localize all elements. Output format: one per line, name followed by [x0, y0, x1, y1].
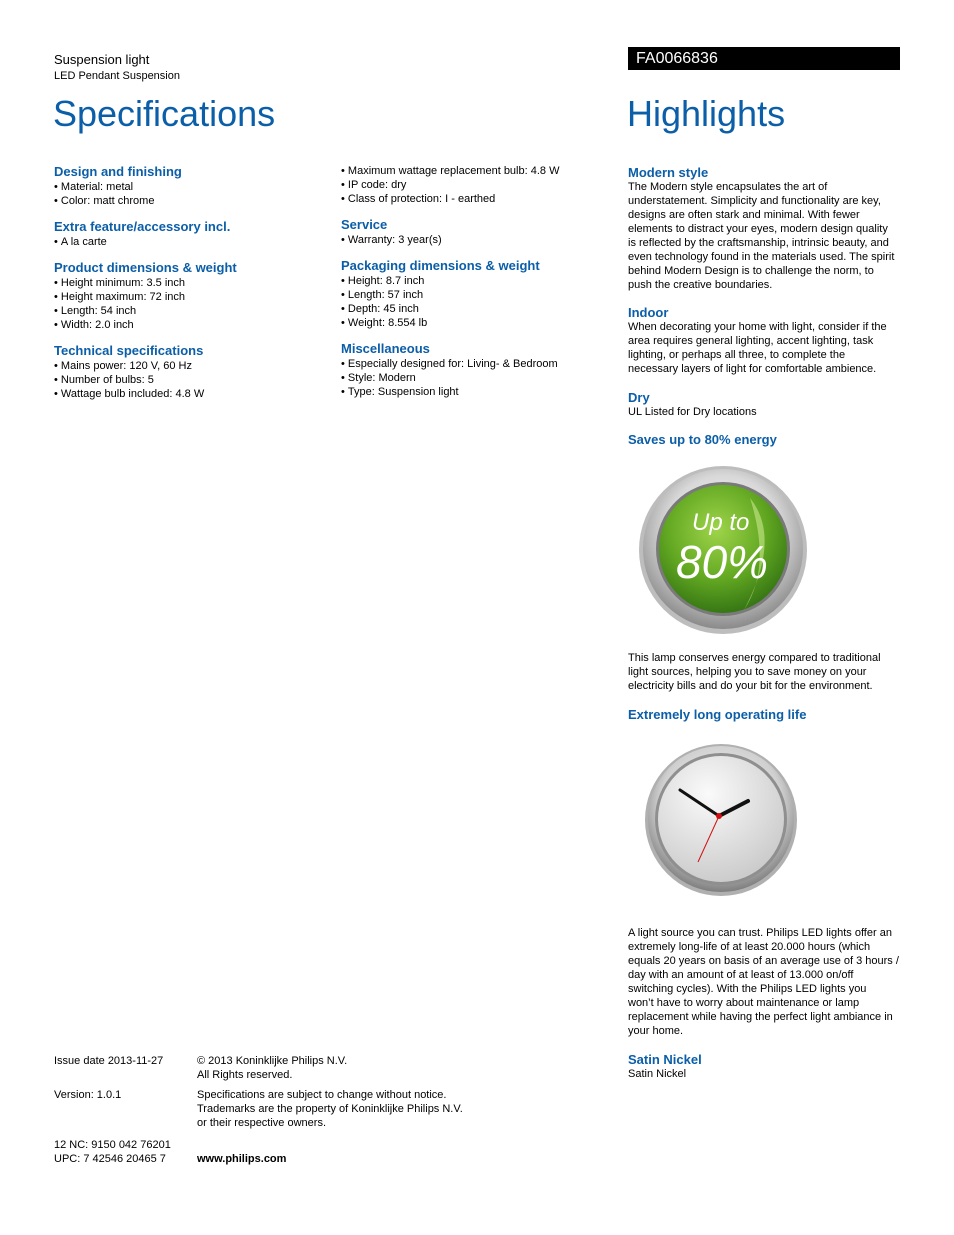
spec-item: • Especially designed for: Living- & Bedroom: [341, 357, 611, 371]
highlight-line: electricity bills and do your bit for the environment.: [628, 680, 873, 692]
spec-item: • Wattage bulb included: 4.8 W: [54, 387, 324, 401]
spec-group-technical-continued: [341, 164, 611, 206]
spec-item: • Length: 57 inch: [341, 288, 611, 302]
footer-website-link[interactable]: www.philips.com: [197, 1153, 287, 1165]
spec-group-extra: [54, 219, 324, 249]
spec-group-design: [54, 164, 324, 208]
spec-item: • Type: Suspension light: [341, 385, 611, 399]
highlight-line: day with an amount of at least of 13.000 on/off: [628, 969, 854, 981]
footer-notice-line: Specifications are subject to change without notice.: [197, 1089, 447, 1101]
header-subcategory: LED Pendant Suspension: [54, 70, 180, 82]
footer-nc: 12 NC: 9150 042 76201: [54, 1139, 171, 1151]
spec-item: • Color: matt chrome: [54, 194, 324, 208]
highlight-line: area requires general lighting, accent lighting, task: [628, 335, 874, 347]
spec-heading: Miscellaneous: [341, 341, 430, 356]
highlight-modern-style: [628, 165, 903, 292]
badge-up-to-text: Up to: [692, 509, 750, 536]
highlight-heading: Satin Nickel: [628, 1052, 702, 1067]
spec-group-packaging: [341, 258, 611, 330]
highlight-line: is reflected by the craftsmanship, intrinsic beauty, and: [628, 237, 889, 249]
spec-item: • A la carte: [54, 235, 324, 249]
spec-item: • Length: 54 inch: [54, 304, 324, 318]
clock-image: [640, 738, 802, 900]
footer-version: Version: 1.0.1: [54, 1089, 122, 1101]
highlight-line: The Modern style encapsulates the art of: [628, 181, 828, 193]
footer-notice-line: Trademarks are the property of Koninklijke Philips N.V.: [197, 1103, 463, 1115]
energy-badge-image: [632, 458, 814, 640]
spec-item: • Maximum wattage replacement bulb: 4.8 W: [341, 164, 611, 178]
highlight-dry: [628, 390, 903, 419]
spec-item: • Material: metal: [54, 180, 324, 194]
highlight-line: your home.: [628, 1025, 684, 1037]
header-category: Suspension light: [54, 52, 150, 67]
spec-item: • Height minimum: 3.5 inch: [54, 276, 324, 290]
highlight-line: even technology found in the materials used. The spirit: [628, 251, 895, 263]
spec-item: • Weight: 8.554 lb: [341, 316, 611, 330]
highlight-line: designs are often stark and minimal. With fewer: [628, 209, 860, 221]
highlights-title: Highlights: [627, 93, 786, 134]
spec-item: • Style: Modern: [341, 371, 611, 385]
footer-copyright-line: © 2013 Koninklijke Philips N.V.: [197, 1055, 348, 1067]
highlight-line: necessary layers of light for comfortable ambience.: [628, 363, 877, 375]
highlight-line: light sources, helping you to save money on your: [628, 666, 867, 678]
footer-issue-date: Issue date 2013-11-27: [54, 1055, 164, 1067]
highlight-line: UL Listed for Dry locations: [628, 406, 757, 418]
highlight-energy-text: [628, 651, 903, 693]
spec-item: • Number of bulbs: 5: [54, 373, 324, 387]
spec-heading: Technical specifications: [54, 343, 204, 358]
spec-group-miscellaneous: [341, 341, 611, 399]
highlight-line: equals 20 years on basis of an average use of 3 hours /: [628, 955, 899, 967]
highlight-line: A light source you can trust. Philips LED lights offer an: [628, 927, 892, 939]
spec-item: • Height maximum: 72 inch: [54, 290, 324, 304]
highlight-line: elements to distract your eyes, modern design quality: [628, 223, 888, 235]
footer-notice-line: or their respective owners.: [197, 1117, 326, 1129]
highlight-heading: Modern style: [628, 165, 709, 180]
highlight-satin-nickel: [628, 1052, 903, 1081]
highlight-line: switching cycles). With the Philips LED lights you: [628, 983, 867, 995]
spec-item: • Width: 2.0 inch: [54, 318, 324, 332]
footer-copyright-line: All Rights reserved.: [197, 1069, 293, 1081]
spec-group-product-dimensions: [54, 260, 324, 332]
spec-heading: Design and finishing: [54, 164, 182, 179]
highlight-heading: Indoor: [628, 305, 669, 320]
spec-item: • Warranty: 3 year(s): [341, 233, 611, 247]
spec-group-service: [341, 217, 611, 247]
highlight-energy: [628, 432, 903, 447]
badge-value-text: 80%: [676, 536, 769, 588]
highlight-line: understatement. Simplicity and functionality are key,: [628, 195, 881, 207]
highlight-line: extremely long-life of at least 20.000 hours (which: [628, 941, 871, 953]
spec-heading: Service: [341, 217, 388, 232]
spec-group-technical: [54, 343, 324, 401]
footer-upc: UPC: 7 42546 20465 7: [54, 1153, 166, 1165]
highlight-line: push the creative boundaries.: [628, 279, 773, 291]
spec-item: • Mains power: 120 V, 60 Hz: [54, 359, 324, 373]
highlight-indoor: [628, 305, 903, 376]
spec-heading: Product dimensions & weight: [54, 260, 237, 275]
spec-item: • Class of protection: I - earthed: [341, 192, 611, 206]
highlight-line: behind Modern Design is to challenge the norm, to: [628, 265, 874, 277]
spec-heading: Extra feature/accessory incl.: [54, 219, 231, 234]
footer-legal: [197, 1054, 497, 1130]
spec-column-1: [54, 164, 324, 412]
product-code: FA0066836: [636, 50, 718, 67]
highlight-line: This lamp conserves energy compared to traditional: [628, 652, 881, 664]
highlight-life-text: [628, 926, 903, 1038]
specifications-title: Specifications: [53, 93, 276, 134]
highlight-heading: Extremely long operating life: [628, 707, 807, 722]
spec-item: • Depth: 45 inch: [341, 302, 611, 316]
spec-heading: Packaging dimensions & weight: [341, 258, 540, 273]
spec-item: • Height: 8.7 inch: [341, 274, 611, 288]
highlight-line: lighting, or perhaps all three, to complete the: [628, 349, 846, 361]
spec-column-2: [341, 164, 611, 410]
highlight-line: won’t have to worry about maintenance or lamp: [628, 997, 860, 1009]
spec-item: • IP code: dry: [341, 178, 611, 192]
product-code-bar: [628, 47, 900, 70]
highlight-line: When decorating your home with light, consider if the: [628, 321, 887, 333]
highlight-line: replacement while having the perfect light ambiance in: [628, 1011, 893, 1023]
highlight-life: [628, 707, 903, 722]
highlight-heading: Saves up to 80% energy: [628, 432, 777, 447]
highlight-line: Satin Nickel: [628, 1068, 687, 1080]
highlight-heading: Dry: [628, 390, 650, 405]
